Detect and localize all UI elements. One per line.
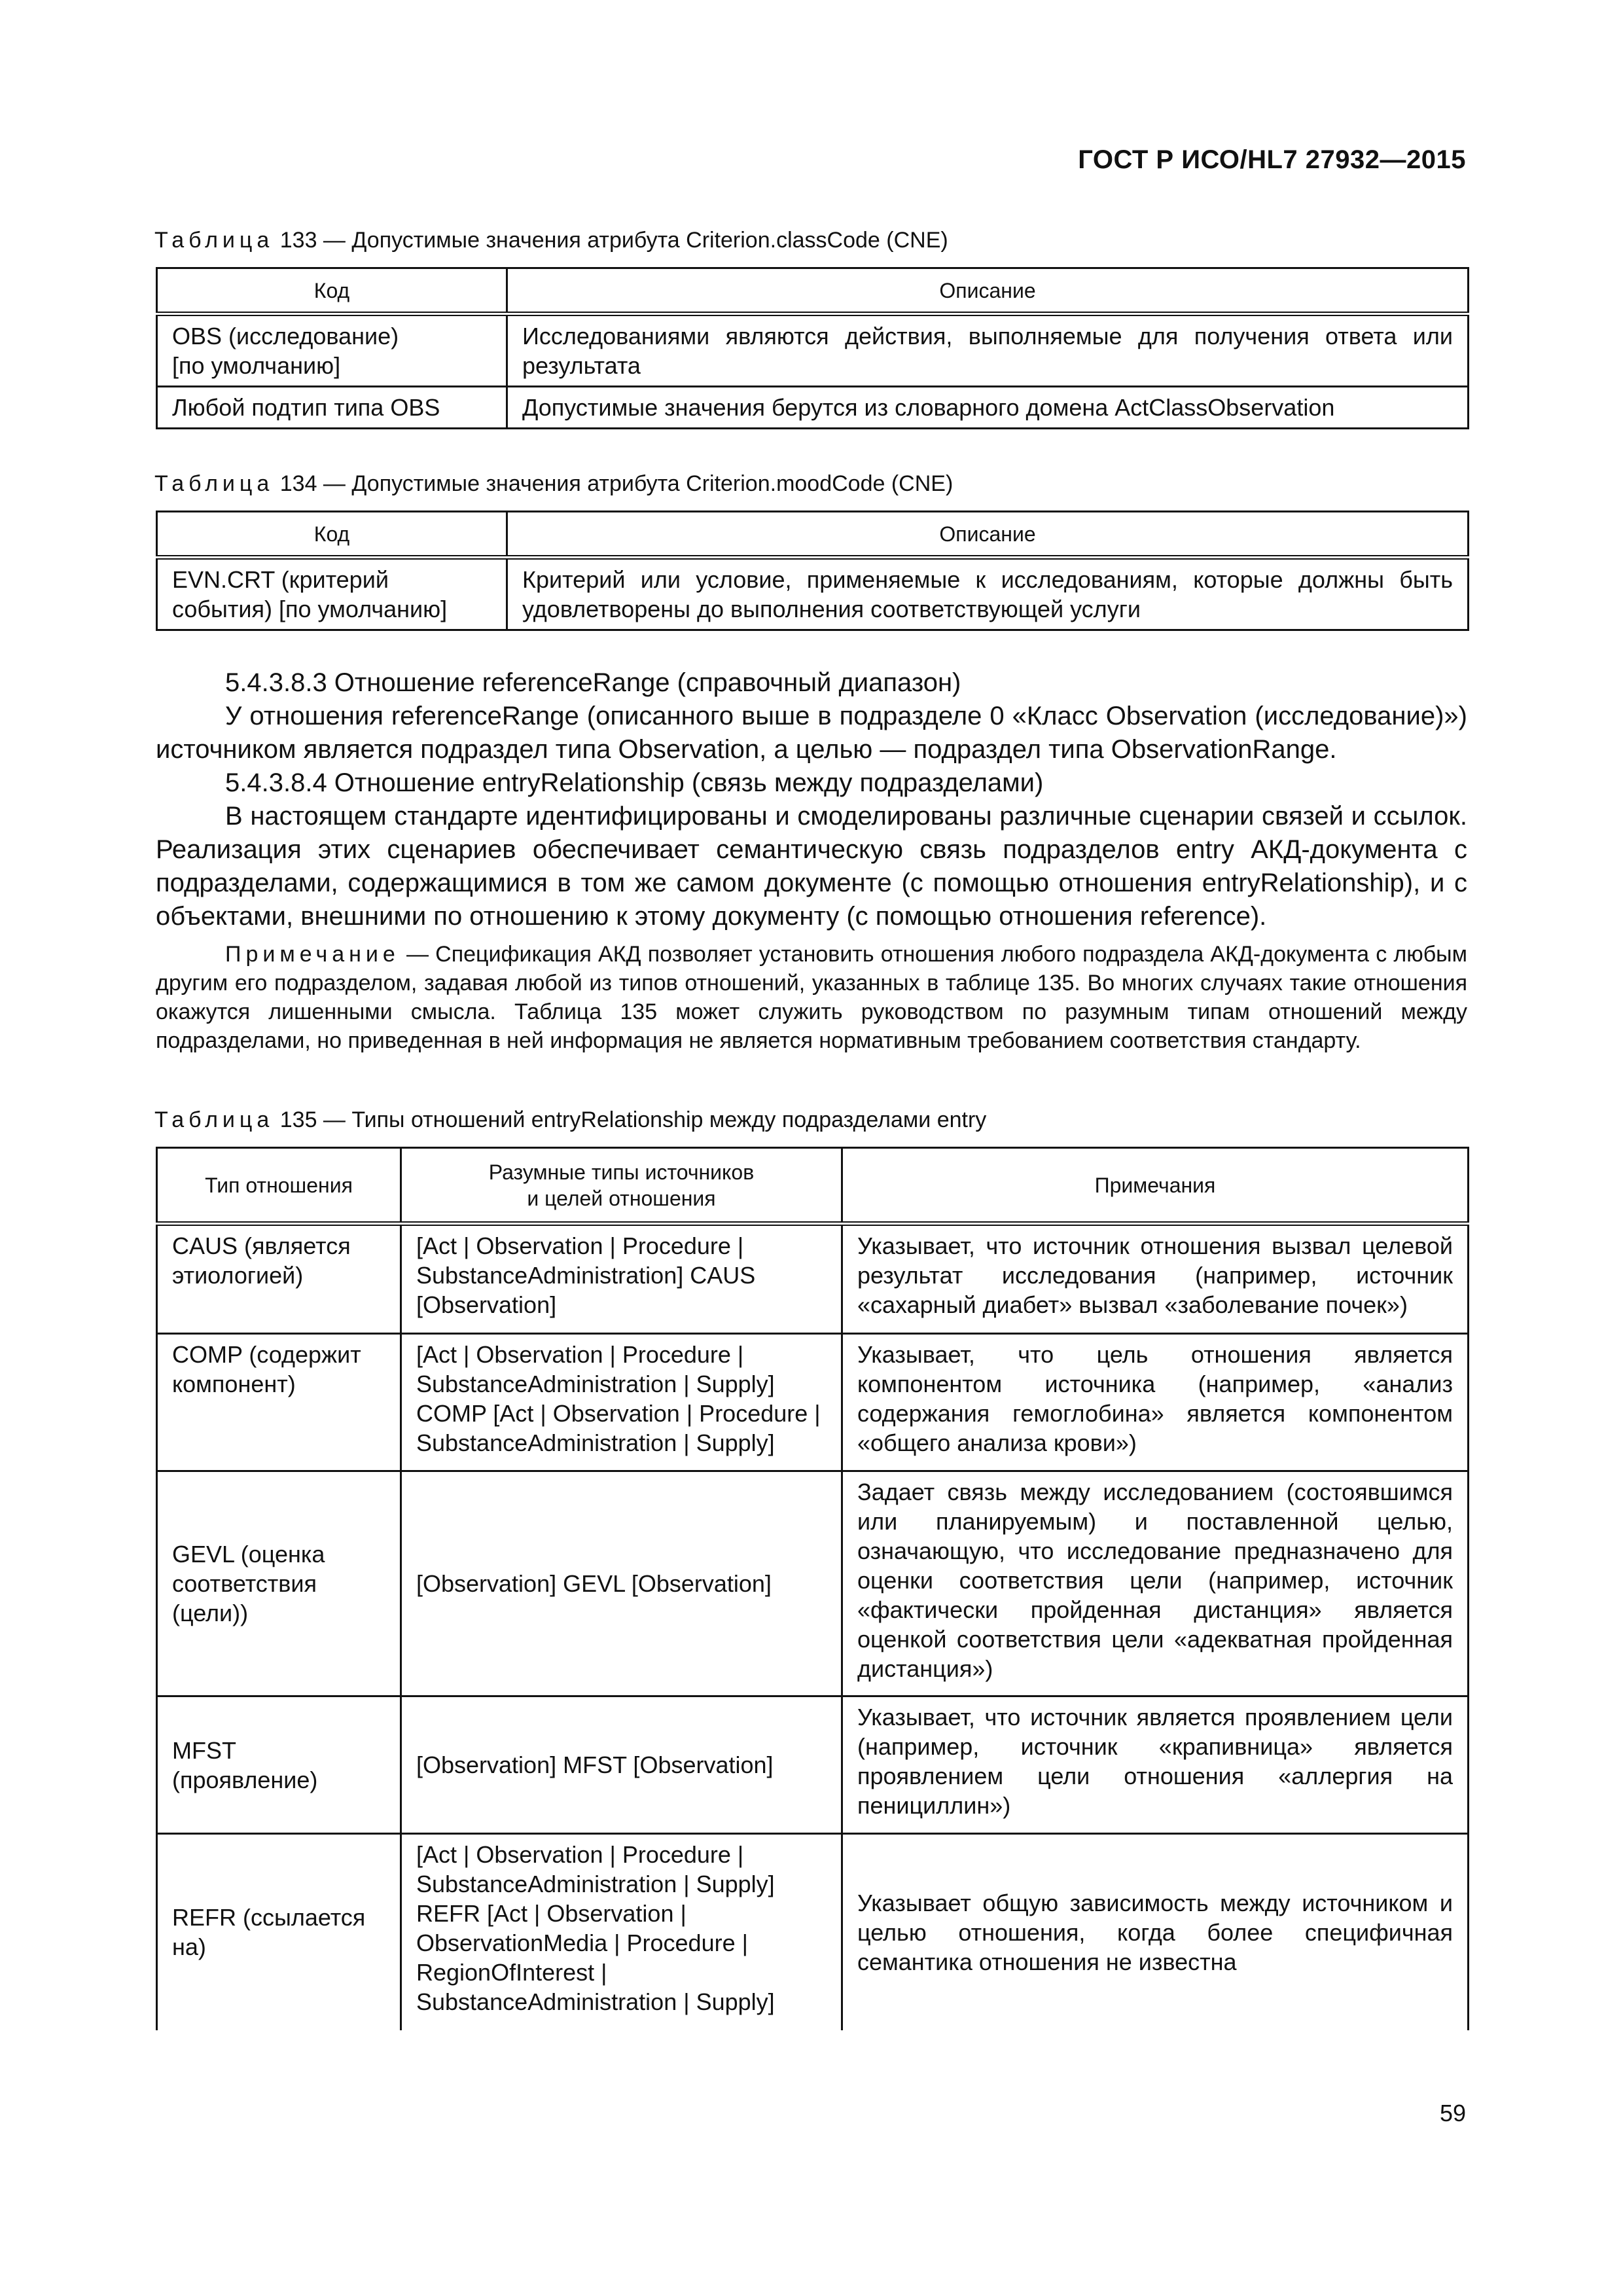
table-134-title: 134 — Допустимые значения атрибута Criterion.moodCode (CNE) bbox=[274, 471, 954, 496]
section-heading: 5.4.3.8.3 Отношение referenceRange (справочный диапазон) bbox=[225, 668, 961, 697]
source-target-cell: [Act | Observation | Procedure | SubstanceAdministration | Supply] COMP [Act | Observation | Procedure | SubstanceAdministration | Supply] bbox=[401, 1334, 842, 1471]
paragraph: У отношения referenceRange (описанного выше в подразделе 0 «Класс Observation (исследование)») источником является подраздел типа Observation, а целью — подраздел типа ObservationRange. bbox=[156, 702, 1467, 764]
header-text: Примечания bbox=[1094, 1173, 1216, 1197]
table-134-label: Таблица bbox=[154, 471, 274, 496]
notes-cell: Указывает, что источник является проявлением цели (например, источник «крапивница» является проявлением цели отношения «аллергия на пенициллин») bbox=[842, 1696, 1469, 1834]
table-133-label: Таблица bbox=[154, 228, 274, 253]
table-row bbox=[157, 387, 1469, 429]
table-134 bbox=[156, 511, 1469, 631]
section-heading: 5.4.3.8.4 Отношение entryRelationship (связь между подразделами) bbox=[225, 768, 1044, 797]
notes-cell: Задает связь между исследованием (состоявшимся или планируемым) и поставленной целью, означающую, что исследование предназначено для оценки соответствия цели (например, источник «фактически пройденная дистанция» является оценкой соответствия цели «адекватная пройденная дистанция») bbox=[842, 1471, 1469, 1696]
source-target-cell: [Act | Observation | Procedure | SubstanceAdministration | Supply] REFR [Act | Observation | ObservationMedia | Procedure | RegionOfInterest | SubstanceAdministration | Supply] bbox=[401, 1834, 842, 2030]
source-target-cell: [Observation] GEVL [Observation] bbox=[401, 1471, 842, 1696]
relation-type-cell: COMP (содержит компонент) bbox=[157, 1334, 401, 1471]
table-135-caption bbox=[154, 1107, 986, 1133]
table-header-cell: Код bbox=[157, 268, 507, 314]
table-cell: Допустимые значения берутся из словарного домена ActClassObservation bbox=[507, 387, 1469, 429]
table-row bbox=[157, 1696, 1469, 1834]
note-text: — Спецификация АКД позволяет установить отношения любого подраздела АКД-документа с любым другим его подразделом, задавая любой из типов отношений, указанных в таблице 135. Во многих случаях такие отношения окажутся лишенными смысла. Таблица 135 может служить руководством по разумным типам отношений между подразделами, но приведенная в ней информация не является нормативным требованием соответствия стандарту. bbox=[156, 942, 1467, 1053]
table-133-caption bbox=[154, 228, 948, 253]
notes-cell: Указывает, что источник отношения вызвал целевой результат исследования (например, источник «сахарный диабет» вызвал «заболевание почек») bbox=[842, 1224, 1469, 1334]
relation-type-cell: CAUS (является этиологией) bbox=[157, 1224, 401, 1334]
note-label: Примечание bbox=[225, 942, 400, 967]
table-cell: Критерий или условие, применяемые к исследованиям, которые должны быть удовлетворены до выполнения соответствующей услуги bbox=[507, 558, 1469, 630]
relation-type-cell: GEVL (оценка соответствия (цели)) bbox=[157, 1471, 401, 1696]
notes-cell: Указывает, что цель отношения является компонентом источника (например, «анализ содержания гемоглобина» является компонентом «общего анализа крови») bbox=[842, 1334, 1469, 1471]
table-135 bbox=[156, 1147, 1469, 2030]
table-135-label: Таблица bbox=[154, 1107, 274, 1132]
table-row bbox=[157, 558, 1469, 630]
code-cell-text: OBS (исследование) [по умолчанию] bbox=[172, 323, 399, 379]
table-header-cell: Описание bbox=[507, 512, 1469, 558]
header-text: Разумные типы источников и целей отношения bbox=[488, 1160, 755, 1210]
note-block bbox=[156, 940, 1467, 1055]
table-cell: EVN.CRT (критерий события) [по умолчанию] bbox=[157, 558, 507, 630]
table-cell: Исследованиями являются действия, выполняемые для получения ответа или результата bbox=[507, 314, 1469, 387]
table-header-cell bbox=[157, 1148, 401, 1224]
table-header-cell: Код bbox=[157, 512, 507, 558]
table-row bbox=[157, 1334, 1469, 1471]
table-135-title: 135 — Типы отношений entryRelationship между подразделами entry bbox=[274, 1107, 987, 1132]
page-number: 59 bbox=[1439, 2100, 1466, 2126]
relation-type-cell: MFST (проявление) bbox=[157, 1696, 401, 1834]
notes-cell: Указывает общую зависимость между источником и целью отношения, когда более специфичная семантика отношения не известна bbox=[842, 1834, 1469, 2030]
table-header-cell: Описание bbox=[507, 268, 1469, 314]
body-section bbox=[156, 666, 1467, 933]
paragraph: В настоящем стандарте идентифицированы и смоделированы различные сценарии связей и ссылок. Реализация этих сценариев обеспечивает семантическую связь подразделов entry АКД-документа с подразделами, содержащимися в том же самом документе (с помощью отношения entryRelationship), и с объектами, внешними по отношению к этому документу (с помощью отношения reference). bbox=[156, 802, 1467, 931]
table-133 bbox=[156, 267, 1469, 429]
table-cell: Любой подтип типа OBS bbox=[157, 387, 507, 429]
document-header: ГОСТ Р ИСО/HL7 27932—2015 bbox=[1078, 145, 1466, 174]
source-target-cell: [Observation] MFST [Observation] bbox=[401, 1696, 842, 1834]
table-row bbox=[157, 1471, 1469, 1696]
table-header-cell bbox=[401, 1148, 842, 1224]
table-row bbox=[157, 314, 1469, 387]
table-cell bbox=[157, 314, 507, 387]
source-target-cell: [Act | Observation | Procedure | SubstanceAdministration] CAUS [Observation] bbox=[401, 1224, 842, 1334]
relation-type-cell: REFR (ссылается на) bbox=[157, 1834, 401, 2030]
table-134-caption bbox=[154, 471, 953, 497]
table-row bbox=[157, 1834, 1469, 2030]
header-text: Тип отношения bbox=[205, 1173, 353, 1197]
table-row bbox=[157, 1224, 1469, 1334]
table-133-title: 133 — Допустимые значения атрибута Criterion.classCode (CNE) bbox=[274, 228, 948, 253]
table-header-cell bbox=[842, 1148, 1469, 1224]
